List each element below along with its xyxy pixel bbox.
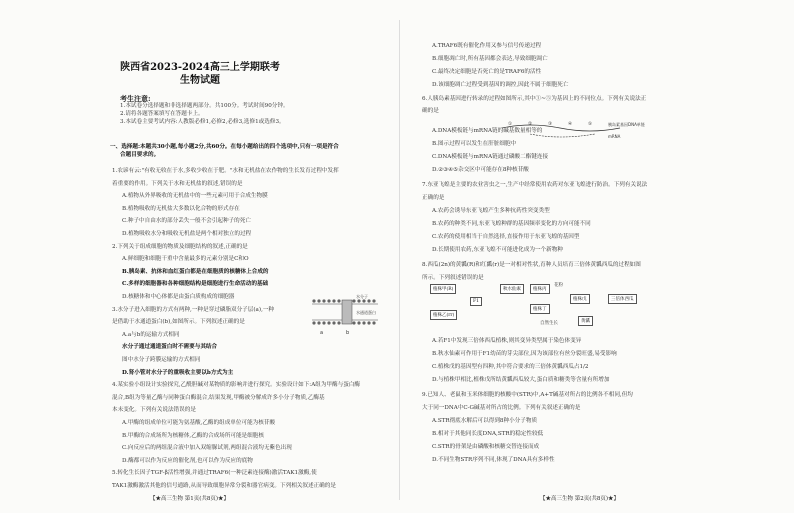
lipid-head xyxy=(327,321,330,324)
question-line: 混合,B组为等量乙酶与同种蛋白酶混合,结果发现,甲酶被分解成许多小分子物质,乙酶基 xyxy=(112,394,325,401)
lipid-head xyxy=(357,321,360,324)
fig6-sites xyxy=(508,121,592,127)
question-line: C.DNA模板链与mRNA链通过磷酸二酯键连接 xyxy=(432,154,549,160)
page-divider xyxy=(399,20,400,500)
question-line: 水分子通过通道蛋白时不需要与其结合 xyxy=(122,344,218,351)
fig8-box: F1 xyxy=(470,297,482,306)
question-line: B.植物吸收的无机盐大多数以化合物的形式存在 xyxy=(122,205,240,212)
exam-title: 陕西省2023-2024高三上学期联考 xyxy=(120,62,280,73)
fig6-caption: 胰岛素基因DNA单链 xyxy=(608,122,645,127)
notice-item: 3.本试卷主要考试内容:人教版必修1,必修2,必修3,选修1或选修3。 xyxy=(120,119,285,125)
question-line: B.甲酶的合成场所为核糖体,乙酶的合成场所可能是细胞核 xyxy=(122,432,264,439)
question-line: B.农药的种类不同,东亚飞蝗种群的基因频率变化的方向可能不同 xyxy=(432,221,591,227)
lipid-head xyxy=(317,321,320,324)
breeding-figure xyxy=(430,280,650,330)
fig3-caption-water: 水分子 xyxy=(356,294,368,299)
question-line: A.甲酶的组成单位可能为氨基酸,乙酶的组成单位可能为核苷酸 xyxy=(122,420,276,426)
question-line: 正确的是 xyxy=(422,195,445,201)
question-line: B.秋水仙素可作用于F1幼苗的芽尖部位,因为该部位有丝分裂旺盛,易受影响 xyxy=(432,351,617,357)
notice-heading: 考生注意: xyxy=(120,94,151,103)
question-line: 确的是 xyxy=(422,108,439,114)
question-line: 所示。下列叙述错误的是 xyxy=(422,275,484,281)
footer-right: 【★高三生物 第2页(共8页)★】 xyxy=(540,496,620,502)
question-line: 6.人胰岛素基因进行转录的过程如图所示,其中①~⑤为基因上的不同位点。下列有关说法正 xyxy=(422,96,647,102)
question-line: 着重要的作用。下列关于水和无机盐的叙述,错误的是 xyxy=(112,180,243,187)
question-line: A.TRAF6既有催化作用又参与信号传递过程 xyxy=(432,43,542,49)
lipid-head xyxy=(312,299,315,302)
question-line: A.鲜细胞和细胞干重中含量最多的元素分别是C和O xyxy=(122,256,249,263)
question-line: A.a与b的运输方式相同 xyxy=(122,331,180,338)
question-line: D.该细胞凋亡过程受到基因的调控,因此不属于细胞死亡 xyxy=(432,82,569,88)
footer-left: 【★高三生物 第1页(共8页)★】 xyxy=(150,496,230,502)
question-line: D.酶都可以作为反应的催化剂,也可以作为反应的底物 xyxy=(122,457,253,464)
question-line: 2.下列关于组成细胞的物质及细胞结构的叙述,正确的是 xyxy=(112,243,248,250)
question-line: D.长期使用农药,东亚飞蝗不可能进化成为一个新物种 xyxy=(432,247,563,253)
question-line: C.多样的细胞器和各种细胞结构是细胞进行生命活动的基础 xyxy=(122,281,269,288)
lipid-head xyxy=(322,321,325,324)
fig8-note: 自然生长 xyxy=(540,321,558,326)
lipid-head xyxy=(357,299,360,302)
question-line: 7.东亚飞蝗是主要的农业害虫之一,生产中经常使用农药对东亚飞蝗进行防治。下列有关说法 xyxy=(422,182,648,188)
fig8-box: 植株戊 xyxy=(570,294,590,304)
lipid-head xyxy=(372,299,375,302)
question-line: B.细胞凋亡时,所有基因都会表达,导致细胞凋亡 xyxy=(432,56,548,62)
lipid-head xyxy=(352,321,355,324)
fig6-site-label: ⑤ xyxy=(588,122,593,127)
section-heading: 一、选择题:本题共30小题,每小题2分,共60分。在每小题给出的四个选项中,只有一项是符合 xyxy=(110,144,339,150)
lipid-head xyxy=(327,299,330,302)
question-line: 大于同一DNA中C-G碱基对所占的比例。下列有关叙述正确的是 xyxy=(422,405,581,411)
mrna-strand xyxy=(530,134,595,137)
question-line: 1.农谚有云:"有收无收在于水,多收少收在于肥。"水和无机盐在农作物的生长发育过程中发挥 xyxy=(112,168,339,174)
fig8-box: 植株丙 xyxy=(530,284,550,294)
question-line: A.STR彻底水解后可以得到8种小分子物质 xyxy=(432,418,538,424)
dna-strand xyxy=(502,125,620,131)
question-line: A.植物从外界吸收的无机盐中的一些元素可用于合成生物膜 xyxy=(122,193,268,200)
fig8-box: 黄瓤 xyxy=(578,316,593,326)
fig6-site-label: ② xyxy=(528,122,533,127)
lipid-head xyxy=(367,299,370,302)
fig8-box: 植株乙(rr) xyxy=(430,310,457,320)
lipid-head xyxy=(337,321,340,324)
fig3-label-a: a xyxy=(320,330,324,336)
question-line: 图中水分子跨膜运输的方式相同 xyxy=(122,357,201,363)
fig8-note: 花粉 xyxy=(554,283,563,288)
fig6-site-label: ① xyxy=(508,122,513,127)
fig6-caption2: mRNA xyxy=(608,134,621,139)
question-line: C.农药的使用相当于自然选择,直接作用于东亚飞蝗的基因型 xyxy=(432,234,580,240)
question-line: 3.水分子进入细胞的方式有两种,一种是穿过磷脂双分子层(a),一种 xyxy=(112,306,275,313)
fig6-site-label: ③ xyxy=(548,122,553,127)
lipid-head xyxy=(332,321,335,324)
fig8-box: 三倍体西瓜 xyxy=(608,294,637,304)
question-line: C.植株戊的基因型有四种,其中符合要求的三倍体黄瓤西瓜占1/2 xyxy=(432,364,589,370)
notice-item: 1.本试卷分选择题和非选择题两部分。共100分。考试时间90分钟。 xyxy=(120,103,289,109)
lipid-head xyxy=(367,321,370,324)
fig8-box: 植株甲(R) xyxy=(430,284,456,294)
question-line: 本未变化。下列有关说法错误的是 xyxy=(112,407,196,414)
question-line: D.肾小管对水分子的重吸收主要以b方式为主 xyxy=(122,369,234,376)
fig8-box: 秋水仙素 xyxy=(500,284,524,294)
question-line: C.最终决定细胞是否死亡的是TRAF6的活性 xyxy=(432,69,542,75)
question-line: 4.某实验小组设计实验探究,乙酰胆碱对某物质的影响并进行探究。实验设计如下:A组为甲酶与蛋白酶 xyxy=(112,382,360,389)
question-line: C.STR的骨架是由磷酸和核糖交替连接而成 xyxy=(432,444,540,450)
question-line: B.胰岛素、抗体和血红蛋白都是在细胞质的核糖体上合成的 xyxy=(122,268,269,275)
lipid-head xyxy=(332,299,335,302)
aquaporin-channel xyxy=(342,300,352,324)
exam-subtitle: 生物试题 xyxy=(180,75,220,86)
question-line: A.农药会诱导东亚飞蝗产生多种抗药性突变类型 xyxy=(432,208,550,214)
question-line: 8.西瓜(2n)的黄瓤(R)和红瓤(r)是一对相对性状,育种人员培育三倍体黄瓤西瓜的过程如图 xyxy=(422,262,641,268)
fig6-site-label: ④ xyxy=(568,122,573,127)
lipid-head xyxy=(362,299,365,302)
question-line: D.植物吸收水分和吸收无机盐是两个相对独立的过程 xyxy=(122,231,252,237)
lipid-head xyxy=(352,299,355,302)
fig3-label-b: b xyxy=(346,330,350,336)
question-line: 9.已知人、老鼠和玉米体细胞的核酸中(STR)中,A+T碱基对所占的比例各不相同,但均 xyxy=(422,392,633,398)
question-line: C.向反应后的两组混合液中加入双缩脲试剂,两组混合液均无紫色出现 xyxy=(122,445,292,452)
question-line: A.DNA模板链与mRNA链的碱基数量相等的 xyxy=(432,128,543,134)
lipid-head xyxy=(317,299,320,302)
question-line: D.不同生物STR序列不同,体现了DNA具有多样性 xyxy=(432,457,555,463)
transcription-figure xyxy=(500,120,650,142)
water-channel-figure xyxy=(310,290,380,338)
question-line: C.种子中自由水的部分丢失一般不会引起种子的死亡 xyxy=(122,218,251,225)
question-line: B.相对于其他同长度DNA,STR的稳定性较低 xyxy=(432,431,544,437)
section-heading-cont: 合题目要求的。 xyxy=(120,152,160,158)
fig3-caption-channel: 水通道蛋白 xyxy=(356,310,376,315)
question-line: A.若F1中发现三倍体西瓜植株,则其变异类型属于染色体变异 xyxy=(432,338,582,344)
question-line: D.②③④⑤杂交区中可能存在8种核苷酸 xyxy=(432,167,529,173)
question-line: 5.转化生长因子TGF-β活性增强,并通过TRAF6(一种泛素连接酶)激活TAK1激酶,使 xyxy=(112,470,317,477)
question-line: D.核糖体和中心体都是由蛋白质构成的细胞器 xyxy=(122,294,235,300)
lipid-head xyxy=(362,321,365,324)
lipid-head xyxy=(337,299,340,302)
lipid-head xyxy=(372,321,375,324)
question-line: TAK1激酶激活其他的信号通路,从而导致细胞异常分裂和器官病变。下列相关叙述正确的是 xyxy=(112,483,336,489)
fig8-box: 植株丁 xyxy=(530,304,550,314)
notice-item: 2.请将各题答案填写在答题卡上。 xyxy=(120,111,204,117)
question-line: D.与植株甲相比,植株戊所结黄瓤西瓜较大,蛋白质和糖类等含量有所增加 xyxy=(432,377,610,383)
lipid-head xyxy=(312,321,315,324)
lipid-head xyxy=(322,299,325,302)
question-line: 是借助于水通道蛋白(b),如图所示。下列叙述正确的是 xyxy=(112,319,245,326)
question-line: B.图示过程可以发生在肝脏细胞中 xyxy=(432,141,517,147)
